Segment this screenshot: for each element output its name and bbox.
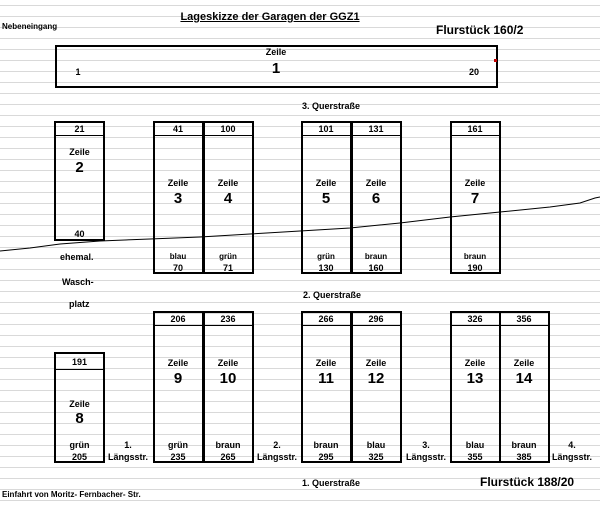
- block-bottom-number: 295: [318, 452, 334, 462]
- block-bottom-number: 385: [516, 452, 532, 462]
- laengsstr-3-label: Längsstr.: [405, 452, 446, 462]
- block-top-number: 266: [318, 314, 334, 324]
- block-zeile-number: 11: [318, 370, 334, 387]
- block-zeile-word: Zeile: [365, 358, 387, 368]
- block-bottom-number: 71: [222, 263, 233, 273]
- block-color: grün: [317, 252, 335, 261]
- block-zeile-word: Zeile: [464, 178, 486, 188]
- flurstueck-top-label: Flurstück 160/2: [436, 23, 524, 37]
- block-top-number: 326: [467, 314, 483, 324]
- sketch-title: Lageskizze der Garagen der GGZ1: [180, 11, 360, 23]
- zeile-1-word: Zeile: [265, 47, 287, 57]
- block-color: braun: [463, 252, 487, 261]
- laengsstr-4-num: 4.: [568, 440, 576, 450]
- block-top-number: 356: [516, 314, 532, 324]
- block-zeile-word: Zeile: [217, 358, 239, 368]
- zeile-8-bottom: 205: [71, 452, 88, 462]
- block-zeile-number: 10: [219, 370, 237, 387]
- einfahrt-label: Einfahrt von Moritz- Fernbacher- Str.: [2, 490, 141, 499]
- wasch-label: Wasch-: [62, 277, 94, 287]
- zeile-2-end: 40: [74, 229, 85, 239]
- block-color: braun: [511, 440, 537, 450]
- block-top-number: 100: [220, 124, 236, 134]
- block-bottom-number: 190: [467, 263, 483, 273]
- nebeneingang-label: Nebeneingang: [2, 22, 58, 31]
- laengsstr-3-num: 3.: [422, 440, 430, 450]
- querstrasse-1-label: 1. Querstraße: [302, 478, 361, 488]
- zeile-1-end: 20: [468, 67, 479, 77]
- block-color: braun: [215, 440, 241, 450]
- laengsstr-1-label: Längsstr.: [107, 452, 148, 462]
- laengsstr-2-label: Längsstr.: [256, 452, 297, 462]
- block-zeile-word: Zeile: [315, 358, 337, 368]
- block-bottom-number: 235: [170, 452, 186, 462]
- block-top-number: 236: [220, 314, 236, 324]
- zeile-1-start: 1: [75, 67, 81, 77]
- querstrasse-2-label: 2. Querstraße: [303, 290, 362, 300]
- block-bottom-number: 325: [368, 452, 384, 462]
- block-top-number: 101: [318, 124, 334, 134]
- block-zeile-number: 6: [371, 190, 381, 207]
- querstrasse-3-label: 3. Querstraße: [302, 101, 361, 111]
- laengsstr-1-num: 1.: [124, 440, 132, 450]
- block-zeile-word: Zeile: [513, 358, 535, 368]
- block-zeile-number: 9: [173, 370, 183, 387]
- block-color: grün: [168, 440, 188, 450]
- ehemal-label: ehemal.: [60, 252, 94, 262]
- platz-label: platz: [69, 299, 90, 309]
- block-bottom-number: 265: [220, 452, 236, 462]
- zeile-2-word: Zeile: [69, 147, 90, 157]
- block-top-number: 296: [368, 314, 384, 324]
- block-color: blau: [465, 440, 485, 450]
- zeile-8-number: 8: [75, 410, 84, 427]
- block-top-number: 131: [368, 124, 384, 134]
- block-zeile-number: 14: [515, 370, 533, 387]
- flurstueck-bottom-label: Flurstück 188/20: [480, 475, 575, 489]
- block-bottom-number: 70: [172, 263, 183, 273]
- zeile-2-number: 2: [75, 159, 84, 176]
- block-zeile-word: Zeile: [464, 358, 486, 368]
- block-zeile-number: 5: [321, 190, 331, 207]
- zeile-8-top: 191: [71, 357, 88, 367]
- block-color: braun: [364, 252, 388, 261]
- block-top-number: 41: [172, 124, 183, 134]
- block-zeile-word: Zeile: [167, 178, 189, 188]
- block-color: grün: [219, 252, 237, 261]
- block-zeile-word: Zeile: [315, 178, 337, 188]
- zeile-2-start: 21: [74, 124, 85, 134]
- block-zeile-number: 13: [466, 370, 484, 387]
- laengsstr-4-label: Längsstr.: [551, 452, 592, 462]
- block-zeile-number: 12: [367, 370, 385, 387]
- block-color: braun: [313, 440, 339, 450]
- block-zeile-word: Zeile: [217, 178, 239, 188]
- zeile-8-color: grün: [69, 440, 90, 450]
- property-boundary-line: [0, 197, 600, 251]
- block-top-number: 206: [170, 314, 186, 324]
- block-color: blau: [169, 252, 187, 261]
- block-zeile-word: Zeile: [365, 178, 387, 188]
- block-bottom-number: 160: [368, 263, 384, 273]
- block-color: blau: [366, 440, 386, 450]
- block-zeile-number: 4: [223, 190, 233, 207]
- block-zeile-number: 7: [470, 190, 480, 207]
- zeile-8-word: Zeile: [69, 399, 90, 409]
- block-bottom-number: 130: [318, 263, 334, 273]
- block-top-number: 161: [467, 124, 483, 134]
- laengsstr-2-num: 2.: [273, 440, 281, 450]
- zeile-1-number: 1: [271, 60, 281, 77]
- block-zeile-number: 3: [173, 190, 183, 207]
- block-zeile-word: Zeile: [167, 358, 189, 368]
- block-bottom-number: 355: [467, 452, 483, 462]
